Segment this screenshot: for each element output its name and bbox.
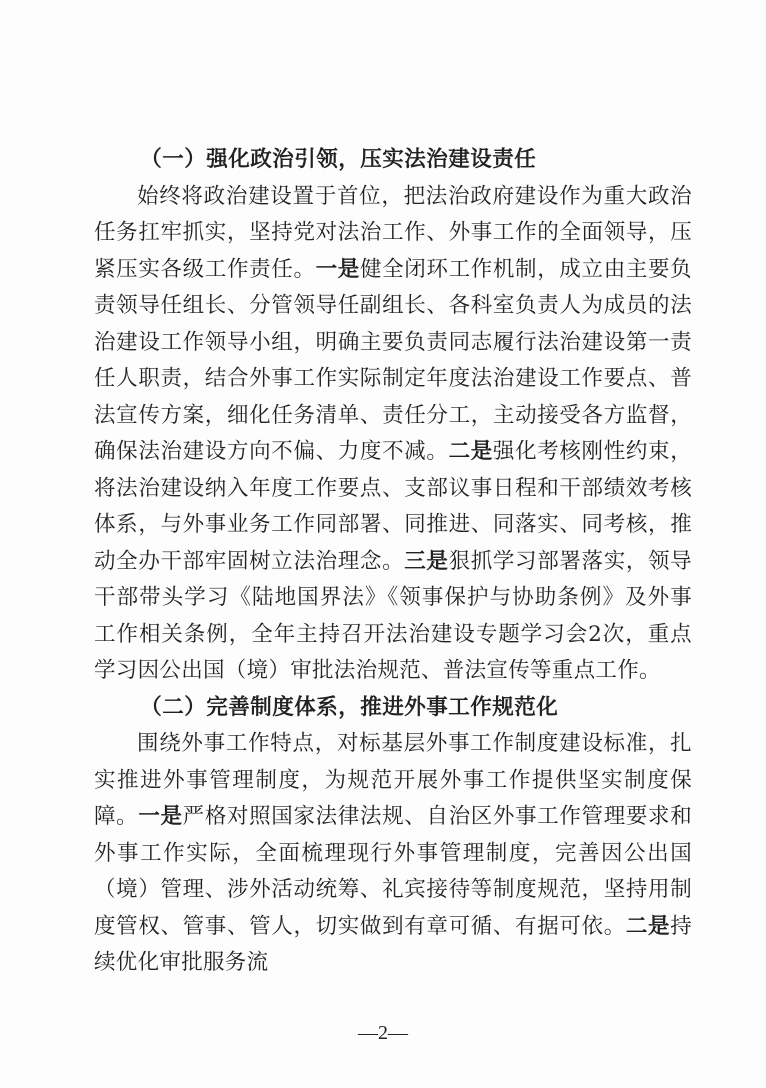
section-1-text: 强化考核刚性约束，将法治建设纳入年度工作要点、支部议事日程和干部绩效考核体系，与外事业务工作同部署、同推进、同落实、同考核，推动全办干部牢固树立法治理念。 xyxy=(94,439,692,574)
section-1-heading: （一）强化政治引领，压实法治建设责任 xyxy=(140,147,537,172)
section-1-text: 始终将政治建设置于首位，把法治政府建设作为重大政治任务扛牢抓实，坚持党对法治工作、外事工作的全面领导，压紧压实各级工作责任。 xyxy=(94,183,692,282)
section-1-lead-3: 三是 xyxy=(404,548,449,574)
section-2-text: 持续优化审批服务流 xyxy=(94,913,692,975)
section-2-lead-1: 一是 xyxy=(138,804,183,829)
section-2-text: 围绕外事工作特点，对标基层外事工作制度建设标准，扎实推进外事管理制度，为规范开展外事工作提供坚实制度保障。 xyxy=(94,731,692,829)
section-1-lead-1: 一是 xyxy=(315,256,360,282)
section-1-lead-2: 二是 xyxy=(448,439,493,464)
section-2-paragraph xyxy=(94,726,692,982)
section-1-text: 狠抓学习部署落实，领导干部带头学习《陆地国界法》《领事保护与协助条例》及外事工作相关条例，全年主持召开法治建设专题学习会2次，重点学习因公出国（境）审批法治规范、普法宣传等重点工作。 xyxy=(94,548,692,683)
section-2-text: 严格对照国家法律法规、自治区外事工作管理要求和外事工作实际，全面梳理现行外事管理制度，完善因公出国（境）管理、涉外活动统筹、礼宾接待等制度规范，坚持用制度管权、管事、管人，切实做到有章可循、有据可依。 xyxy=(94,804,692,939)
section-1-text: 健全闭环工作机制，成立由主要负责领导任组长、分管领导任副组长、各科室负责人为成员的法治建设工作领导小组，明确主要负责同志履行法治建设第一责任人职责，结合外事工作实际制定年度法治建设工作要点、普法宣传方案，细化任务清单、责任分工，主动接受各方监督，确保法治建设方向不偏、力度不减。 xyxy=(94,256,692,464)
page-number: —2— xyxy=(358,1022,408,1044)
section-2-heading: （二）完善制度体系，推进外事工作规范化 xyxy=(140,694,559,720)
section-2-lead-2: 二是 xyxy=(625,913,671,939)
document-body xyxy=(94,142,692,982)
section-1-paragraph xyxy=(94,179,692,690)
